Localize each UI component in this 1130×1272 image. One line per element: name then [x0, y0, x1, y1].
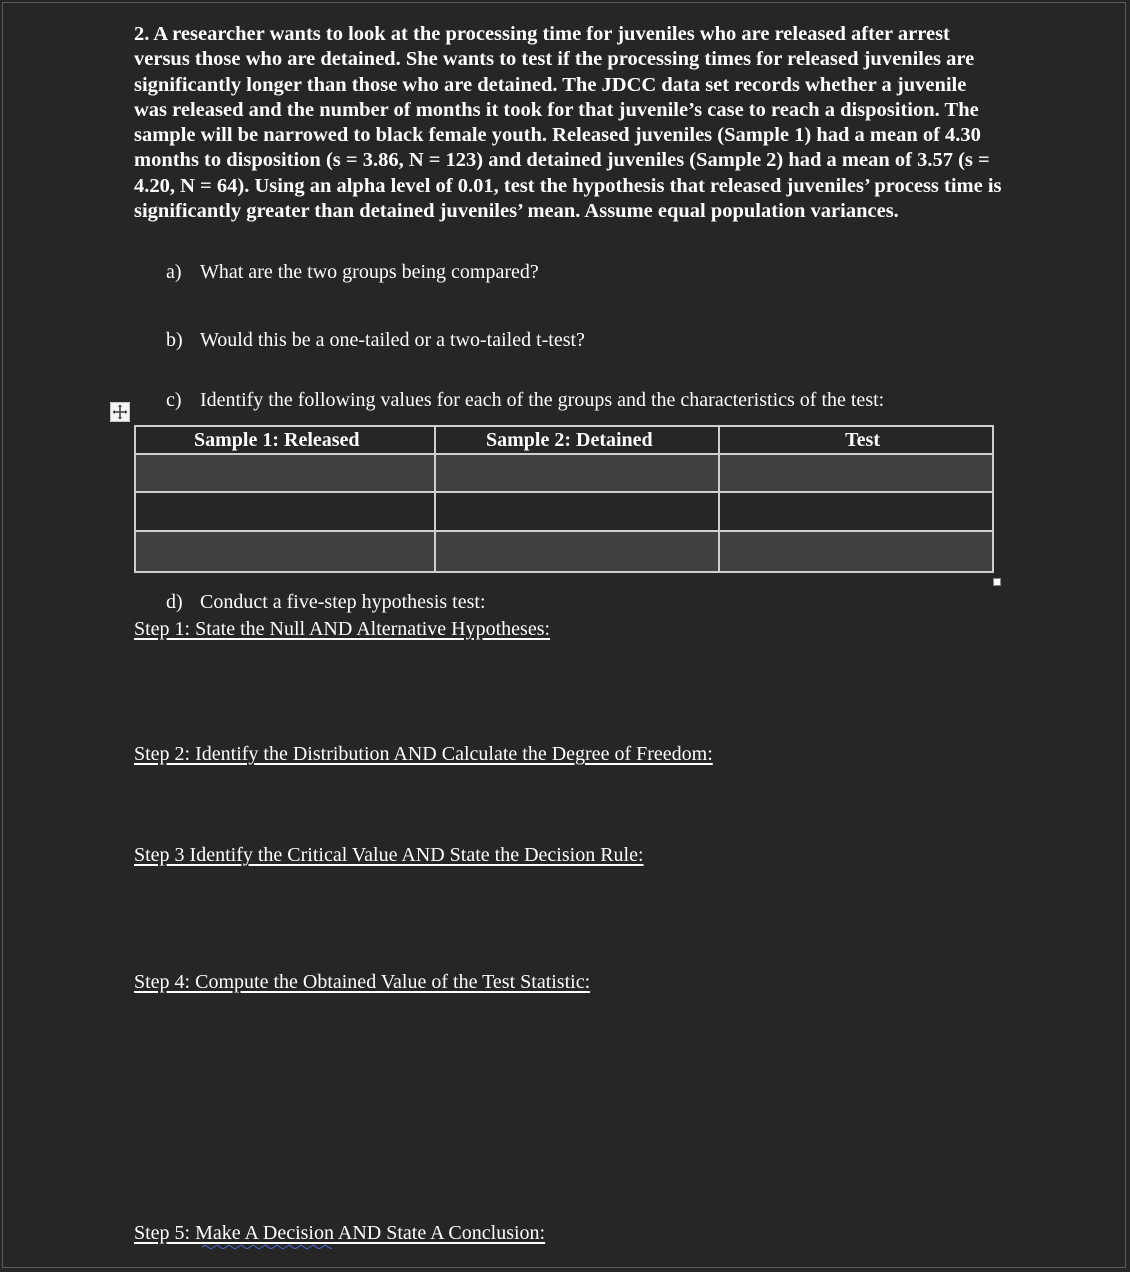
table-cell[interactable]: [135, 454, 435, 492]
values-table: [134, 425, 994, 573]
question-a-label: a): [166, 261, 182, 283]
question-a: [166, 260, 539, 284]
table-row: [135, 492, 993, 531]
step-1-heading: Step 1: State the Null AND Alternative Hypotheses:: [134, 618, 551, 640]
table-cell[interactable]: [135, 492, 435, 531]
table-cell[interactable]: [135, 531, 435, 572]
question-c-text: Identify the following values for each of the groups and the characteristics of the test:: [200, 389, 885, 411]
table-row: [135, 454, 993, 492]
table-cell[interactable]: [435, 454, 719, 492]
table-resize-handle[interactable]: [993, 578, 1001, 586]
question-b-text: Would this be a one-tailed or a two-tailed t-test?: [200, 329, 585, 351]
table-row: [135, 531, 993, 572]
step-5-heading: Step 5: Make A Decision AND State A Conclusion:: [134, 1222, 546, 1244]
header-sample-1: Sample 1: Released: [135, 426, 435, 454]
question-c-label: c): [166, 389, 182, 411]
header-test: Test: [719, 426, 993, 454]
table-cell[interactable]: [435, 492, 719, 531]
question-d: [166, 590, 486, 614]
step-4-heading: Step 4: Compute the Obtained Value of the Test Statistic:: [134, 971, 591, 993]
header-sample-2: Sample 2: Detained: [435, 426, 719, 454]
question-b-label: b): [166, 329, 183, 351]
question-a-text: What are the two groups being compared?: [200, 261, 539, 283]
table-move-handle-icon[interactable]: [110, 402, 130, 422]
table-cell[interactable]: [719, 454, 993, 492]
table-cell[interactable]: [719, 492, 993, 531]
question-d-text: Conduct a five-step hypothesis test:: [200, 591, 486, 613]
question-b: [166, 328, 585, 352]
table-cell[interactable]: [435, 531, 719, 572]
problem-statement: 2. A researcher wants to look at the processing time for juveniles who are released after arrest versus those who are detained. She wants to test if the processing times for released juveniles are significantly longer than those who are detained. The JDCC data set records whether a juvenile was released and the number of months it took for that juvenile’s case to reach a disposition. The sample will be narrowed to black female youth. Released juveniles (Sample 1) had a mean of 4.30 months to disposition (s = 3.86, N = 123) and detained juveniles (Sample 2) had a mean of 3.57 (s = 4.20, N = 64). Using an alpha level of 0.01, test the hypothesis that released juveniles’ process time is significantly greater than detained juveniles’ mean. Assume equal population variances.: [134, 23, 1002, 223]
table-cell[interactable]: [719, 531, 993, 572]
step-2-heading: Step 2: Identify the Distribution AND Calculate the Degree of Freedom:: [134, 743, 713, 765]
question-d-label: d): [166, 591, 183, 613]
question-c: [166, 388, 884, 412]
table-header-row: [135, 426, 993, 454]
spellcheck-underline: [202, 1245, 332, 1249]
step-3-heading: Step 3 Identify the Critical Value AND State the Decision Rule:: [134, 844, 644, 866]
